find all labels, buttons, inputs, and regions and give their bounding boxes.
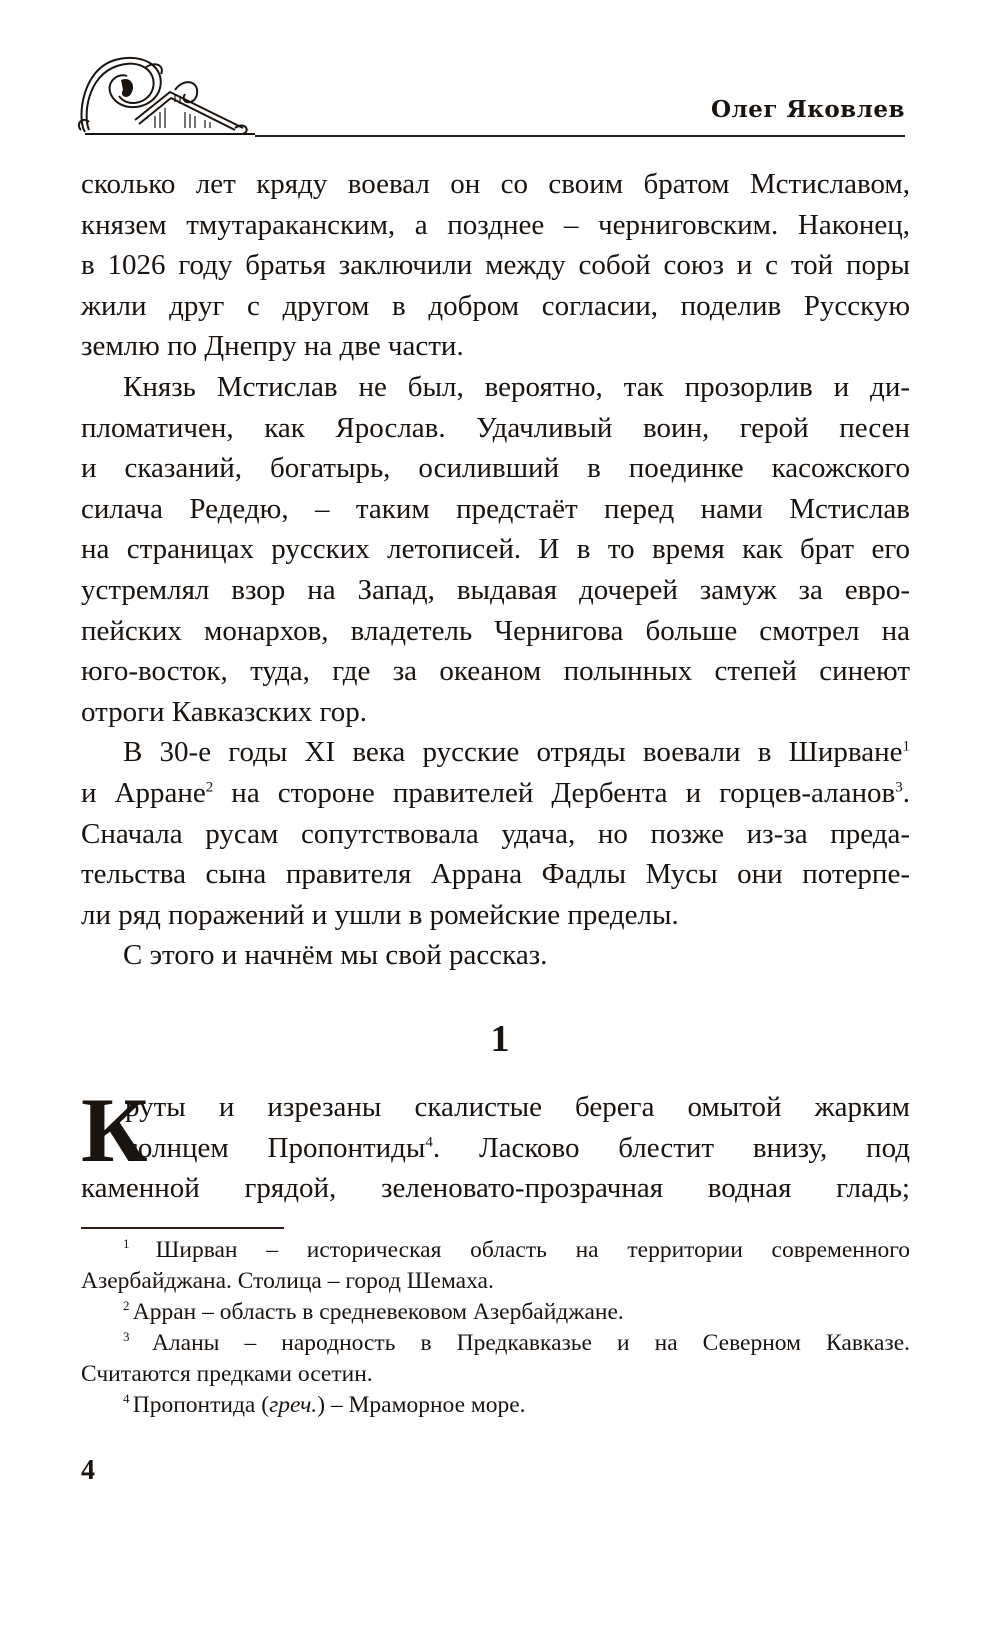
- footnote-marker[interactable]: 2: [205, 779, 214, 796]
- text-line: силача Редедю, – таким предстаёт перед нами Мстислав: [81, 492, 910, 525]
- text-line: пломатичен, как Ярослав. Удачливый воин, герой песен: [81, 411, 910, 444]
- text-line: каменной грядой, зеленовато-прозрачная водная гладь;: [81, 1172, 910, 1205]
- text-line: сколько лет кряду воевал он со своим братом Мстиславом,: [81, 168, 910, 200]
- footnote-line: Считаются предками осетин.: [81, 1361, 373, 1387]
- footnote-line: $^3$ Аланы – народность в Предкавказье и на Северном Кавказе.: [123, 1329, 910, 1356]
- text-line: ли ряд поражений и ушли в ромейские пределы.: [81, 898, 679, 931]
- text-line: солнцем Пропонтиды$^4$. Ласково блестит внизу, под: [125, 1131, 910, 1164]
- text-line: В 30-е годы XI века русские отряды воевали в Ширване$^1$: [123, 736, 910, 769]
- drop-cap: К: [81, 1079, 148, 1181]
- text-line: князем тмутараканским, а позднее – черниговским. Наконец,: [81, 208, 910, 241]
- text-line: на страницах русских летописей. И в то время как брат его: [81, 533, 910, 566]
- footnote: [81, 1235, 910, 1297]
- text-line: Сначала русам сопутствовала удача, но позже из-за преда-: [81, 817, 910, 850]
- footnote: [81, 1390, 910, 1421]
- footnotes: [81, 1235, 910, 1421]
- body-text: [81, 164, 910, 976]
- footnote-line: Азербайджана. Столица – город Шемаха.: [81, 1268, 494, 1294]
- text-line: юго-восток, туда, где за океаном полынных степей синеют: [81, 655, 910, 688]
- footnote-marker[interactable]: 1: [902, 738, 910, 755]
- page-number: 4: [81, 1455, 95, 1486]
- chapter-number: 1: [490, 1018, 510, 1060]
- text-line: и Арране$^2$ на стороне правителей Дербента и горцев-аланов$^3$.: [81, 776, 910, 809]
- footnote-number: 4: [123, 1391, 133, 1407]
- chapter-text: [81, 1079, 910, 1209]
- scroll-ornament-icon: [75, 50, 255, 140]
- footnote-number: 2: [123, 1298, 133, 1314]
- footnote-number: 1: [123, 1236, 156, 1252]
- paragraph: [81, 367, 910, 732]
- chapter-opening: [81, 1079, 910, 1209]
- footnote-marker[interactable]: 3: [895, 779, 903, 796]
- text-line: Князь Мстислав не был, вероятно, так прозорлив и ди-: [123, 370, 910, 403]
- footnote: [81, 1297, 910, 1328]
- footnote: [81, 1328, 910, 1390]
- header-rule: [255, 135, 905, 137]
- text-line: тельства сына правителя Аррана Фадлы Мусы они потерпе-: [81, 858, 910, 891]
- text-line: и сказаний, богатырь, осиливший в поединке касожского: [81, 452, 910, 485]
- text-line: в 1026 году братья заключили между собой союз и с той поры: [81, 249, 910, 282]
- text-line: руты и изрезаны скалистые берега омытой жарким: [125, 1091, 910, 1123]
- paragraph: [81, 164, 910, 367]
- footnote-line: $^2$ Арран – область в средневековом Азербайджане.: [123, 1298, 624, 1325]
- paragraph: [81, 732, 910, 935]
- text-line: землю по Днепру на две части.: [81, 330, 464, 363]
- footnote-marker[interactable]: 4: [425, 1133, 433, 1150]
- text-line: жили друг с другом в добром согласии, поделив Русскую: [81, 289, 910, 322]
- text-line: устремлял взор на Запад, выдавая дочерей замуж за евро-: [81, 573, 910, 606]
- paragraph: [81, 935, 910, 976]
- text-line: отроги Кавказских гор.: [81, 695, 367, 728]
- footnote-rule: [81, 1227, 284, 1229]
- running-header-author: Олег Яковлев: [710, 96, 905, 123]
- footnote-line: $^1$ Ширван – историческая область на территории современного: [123, 1236, 911, 1263]
- text-line: пейских монархов, владетель Чернигова больше смотрел на: [81, 614, 910, 647]
- text-line: С этого и начнём мы свой рассказ.: [123, 939, 548, 972]
- footnote-number: 3: [123, 1329, 152, 1345]
- running-header: [75, 50, 915, 140]
- footnote-line: $^4$ Пропонтида (греч.) – Мраморное море.: [123, 1391, 526, 1418]
